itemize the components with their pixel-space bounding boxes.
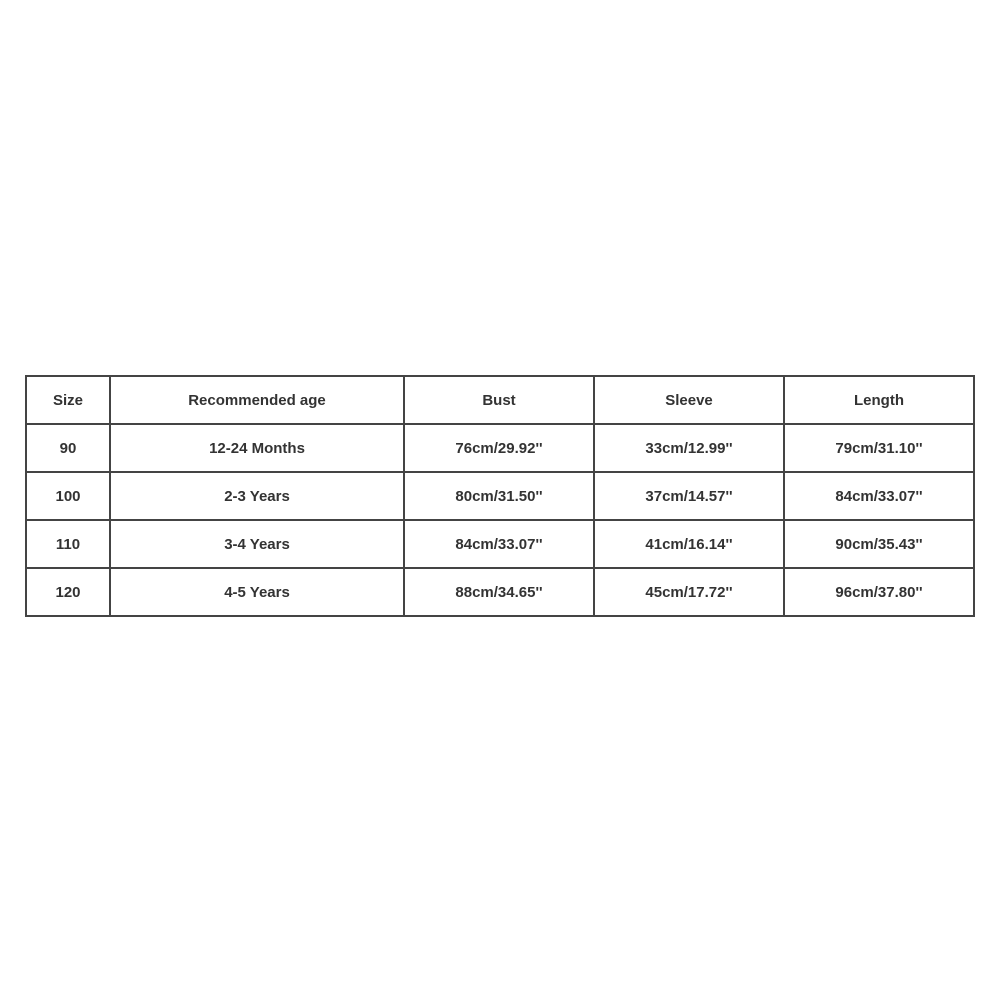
header-sleeve: Sleeve [594,376,784,424]
cell-length: 90cm/35.43'' [784,520,974,568]
header-recommended-age: Recommended age [110,376,404,424]
table-row [26,424,974,472]
cell-recommended-age: 2-3 Years [110,472,404,520]
cell-recommended-age: 4-5 Years [110,568,404,616]
cell-length: 96cm/37.80'' [784,568,974,616]
cell-bust: 84cm/33.07'' [404,520,594,568]
header-length: Length [784,376,974,424]
cell-sleeve: 37cm/14.57'' [594,472,784,520]
cell-sleeve: 33cm/12.99'' [594,424,784,472]
cell-bust: 88cm/34.65'' [404,568,594,616]
cell-size: 110 [26,520,110,568]
size-chart-table [25,375,975,617]
cell-length: 84cm/33.07'' [784,472,974,520]
table-row [26,568,974,616]
header-size: Size [26,376,110,424]
table-header-row [26,376,974,424]
cell-bust: 80cm/31.50'' [404,472,594,520]
table-row [26,520,974,568]
table-row [26,472,974,520]
header-bust: Bust [404,376,594,424]
cell-bust: 76cm/29.92'' [404,424,594,472]
cell-sleeve: 45cm/17.72'' [594,568,784,616]
cell-sleeve: 41cm/16.14'' [594,520,784,568]
cell-length: 79cm/31.10'' [784,424,974,472]
cell-size: 100 [26,472,110,520]
cell-size: 120 [26,568,110,616]
cell-size: 90 [26,424,110,472]
cell-recommended-age: 12-24 Months [110,424,404,472]
cell-recommended-age: 3-4 Years [110,520,404,568]
